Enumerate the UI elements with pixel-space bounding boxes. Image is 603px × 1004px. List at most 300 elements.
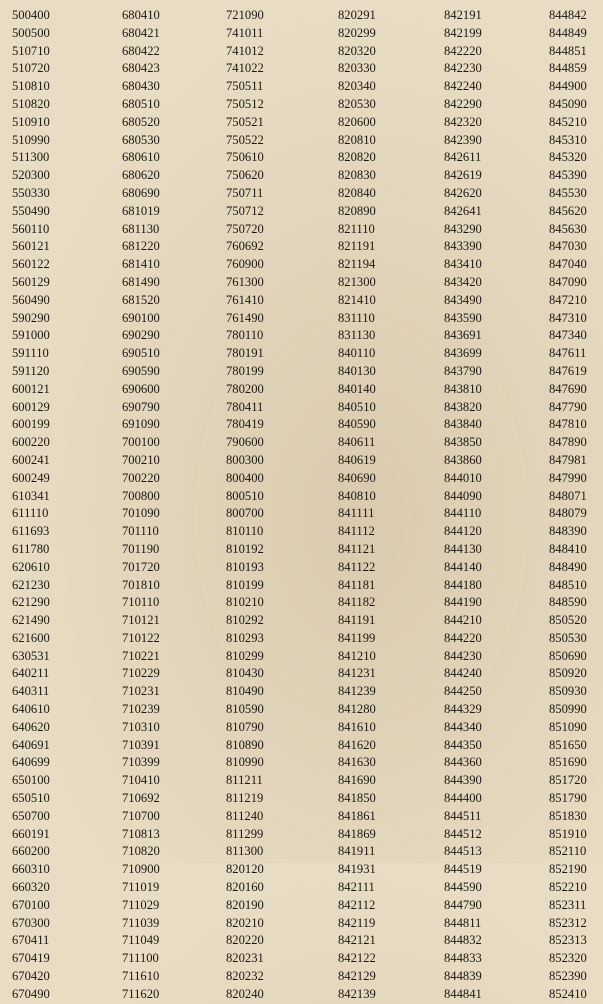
code-entry: 711019 bbox=[122, 880, 160, 895]
code-entry: 831110 bbox=[338, 310, 375, 325]
code-entry: 650700 bbox=[12, 808, 50, 823]
code-entry: 820820 bbox=[338, 150, 376, 165]
code-entry: 842199 bbox=[444, 25, 482, 40]
code-entry: 510720 bbox=[12, 61, 50, 76]
code-entry: 560121 bbox=[12, 239, 50, 254]
code-entry: 844851 bbox=[549, 43, 587, 58]
code-entry: 842119 bbox=[338, 915, 376, 930]
code-entry: 710229 bbox=[122, 666, 160, 681]
code-entry: 810790 bbox=[226, 719, 264, 734]
code-entry: 840590 bbox=[338, 417, 376, 432]
code-entry: 847090 bbox=[549, 274, 587, 289]
code-entry: 820160 bbox=[226, 880, 264, 895]
code-entry: 844390 bbox=[444, 773, 482, 788]
code-entry: 680421 bbox=[122, 25, 160, 40]
code-entry: 843691 bbox=[444, 328, 482, 343]
code-entry: 851650 bbox=[549, 737, 587, 752]
code-entry: 842112 bbox=[338, 897, 376, 912]
code-entry: 621600 bbox=[12, 630, 50, 645]
code-entry: 844832 bbox=[444, 933, 482, 948]
code-entry: 810590 bbox=[226, 702, 264, 717]
code-entry: 844180 bbox=[444, 577, 482, 592]
code-entry: 843590 bbox=[444, 310, 482, 325]
code-entry: 711620 bbox=[122, 986, 160, 1001]
code-entry: 820190 bbox=[226, 897, 264, 912]
code-entry: 681130 bbox=[122, 221, 160, 236]
code-entry: 844329 bbox=[444, 702, 482, 717]
code-entry: 681019 bbox=[122, 203, 160, 218]
code-entry: 844230 bbox=[444, 648, 482, 663]
code-entry: 810193 bbox=[226, 559, 264, 574]
code-entry: 680690 bbox=[122, 185, 160, 200]
code-entry: 847990 bbox=[549, 470, 587, 485]
code-entry: 710110 bbox=[122, 595, 160, 610]
code-entry: 844110 bbox=[444, 506, 482, 521]
code-entry: 843490 bbox=[444, 292, 482, 307]
code-entry: 750712 bbox=[226, 203, 264, 218]
code-entry: 810490 bbox=[226, 684, 264, 699]
code-entry: 600199 bbox=[12, 417, 50, 432]
code-entry: 842121 bbox=[338, 933, 376, 948]
code-entry: 841620 bbox=[338, 737, 376, 752]
code-entry: 820530 bbox=[338, 96, 376, 111]
code-entry: 741011 bbox=[226, 25, 264, 40]
code-entry: 820890 bbox=[338, 203, 376, 218]
code-entry: 780191 bbox=[226, 346, 264, 361]
code-entry: 847340 bbox=[549, 328, 587, 343]
code-entry: 760692 bbox=[226, 239, 264, 254]
code-entry: 847790 bbox=[549, 399, 587, 414]
code-entry: 611693 bbox=[12, 524, 50, 539]
code-entry: 841239 bbox=[338, 684, 376, 699]
code-entry: 680510 bbox=[122, 96, 160, 111]
code-entry: 600249 bbox=[12, 470, 50, 485]
code-entry: 844512 bbox=[444, 826, 482, 841]
code-entry: 841181 bbox=[338, 577, 376, 592]
code-entry: 690790 bbox=[122, 399, 160, 414]
code-entry: 710121 bbox=[122, 613, 160, 628]
code-entry: 560129 bbox=[12, 274, 50, 289]
code-entry: 844190 bbox=[444, 595, 482, 610]
code-entry: 852390 bbox=[549, 969, 587, 984]
code-entry: 820810 bbox=[338, 132, 376, 147]
code-entry: 852313 bbox=[549, 933, 587, 948]
code-entry: 847981 bbox=[549, 452, 587, 467]
code-entry: 844120 bbox=[444, 524, 482, 539]
code-entry: 690290 bbox=[122, 328, 160, 343]
code-entry: 710221 bbox=[122, 648, 160, 663]
code-entry: 821194 bbox=[338, 257, 376, 272]
code-entry: 842620 bbox=[444, 185, 482, 200]
code-entry: 842230 bbox=[444, 61, 482, 76]
code-entry: 847611 bbox=[549, 346, 587, 361]
code-entry: 847810 bbox=[549, 417, 587, 432]
code-entry: 620610 bbox=[12, 559, 50, 574]
code-entry: 811219 bbox=[226, 791, 264, 806]
code-entry: 843699 bbox=[444, 346, 482, 361]
code-entry: 670490 bbox=[12, 986, 50, 1001]
code-entry: 800510 bbox=[226, 488, 264, 503]
code-entry: 701110 bbox=[122, 524, 159, 539]
code-entry: 780199 bbox=[226, 363, 264, 378]
code-entry: 840140 bbox=[338, 381, 376, 396]
code-entry: 842122 bbox=[338, 951, 376, 966]
code-entry: 691090 bbox=[122, 417, 160, 432]
code-entry: 845310 bbox=[549, 132, 587, 147]
code-entry: 841610 bbox=[338, 719, 376, 734]
code-entry: 690600 bbox=[122, 381, 160, 396]
code-entry: 843290 bbox=[444, 221, 482, 236]
code-entry: 844811 bbox=[444, 915, 482, 930]
code-entry: 841869 bbox=[338, 826, 376, 841]
code-entry: 510820 bbox=[12, 96, 50, 111]
code-entry: 844841 bbox=[444, 986, 482, 1001]
code-entry: 520300 bbox=[12, 168, 50, 183]
code-entry: 511300 bbox=[12, 150, 50, 165]
code-entry: 851090 bbox=[549, 719, 587, 734]
code-entry: 820291 bbox=[338, 8, 376, 22]
code-entry: 800300 bbox=[226, 452, 264, 467]
code-entry: 670411 bbox=[12, 933, 50, 948]
code-entry: 610341 bbox=[12, 488, 50, 503]
code-entry: 842619 bbox=[444, 168, 482, 183]
code-entry: 844090 bbox=[444, 488, 482, 503]
code-entry: 811211 bbox=[226, 773, 263, 788]
code-entry: 710813 bbox=[122, 826, 160, 841]
code-entry: 821110 bbox=[338, 221, 375, 236]
code-entry: 820830 bbox=[338, 168, 376, 183]
code-entry: 842390 bbox=[444, 132, 482, 147]
code-entry: 681490 bbox=[122, 274, 160, 289]
code-entry: 640610 bbox=[12, 702, 50, 717]
code-entry: 711039 bbox=[122, 915, 160, 930]
code-entry: 841122 bbox=[338, 559, 376, 574]
code-entry: 841931 bbox=[338, 862, 376, 877]
code-entry: 843860 bbox=[444, 452, 482, 467]
code-entry: 845530 bbox=[549, 185, 587, 200]
code-entry: 510910 bbox=[12, 114, 50, 129]
code-entry: 820840 bbox=[338, 185, 376, 200]
code-entry: 750522 bbox=[226, 132, 264, 147]
code-entry: 750511 bbox=[226, 79, 264, 94]
code-entry: 681520 bbox=[122, 292, 160, 307]
code-entry: 844790 bbox=[444, 897, 482, 912]
code-entry: 750620 bbox=[226, 168, 264, 183]
code-entry: 840690 bbox=[338, 470, 376, 485]
code-entry: 841112 bbox=[338, 524, 375, 539]
code-entry: 842240 bbox=[444, 79, 482, 94]
code-entry: 844590 bbox=[444, 880, 482, 895]
code-entry: 710239 bbox=[122, 702, 160, 717]
code-entry: 845630 bbox=[549, 221, 587, 236]
code-entry: 710900 bbox=[122, 862, 160, 877]
code-entry: 710310 bbox=[122, 719, 160, 734]
code-entry: 550330 bbox=[12, 185, 50, 200]
code-entry: 810990 bbox=[226, 755, 264, 770]
code-entry: 840611 bbox=[338, 435, 376, 450]
code-entry: 600129 bbox=[12, 399, 50, 414]
code-entry: 510710 bbox=[12, 43, 50, 58]
code-entry: 710391 bbox=[122, 737, 160, 752]
code-entry: 710399 bbox=[122, 755, 160, 770]
code-entry: 845320 bbox=[549, 150, 587, 165]
code-entry: 701090 bbox=[122, 506, 160, 521]
code-entry: 844519 bbox=[444, 862, 482, 877]
code-entry: 852410 bbox=[549, 986, 587, 1001]
code-entry: 560110 bbox=[12, 221, 50, 236]
code-entry: 680423 bbox=[122, 61, 160, 76]
code-entry: 810890 bbox=[226, 737, 264, 752]
code-entry: 851910 bbox=[549, 826, 587, 841]
code-entry: 681220 bbox=[122, 239, 160, 254]
code-entry: 600241 bbox=[12, 452, 50, 467]
code-entry: 680410 bbox=[122, 8, 160, 22]
code-entry: 848410 bbox=[549, 541, 587, 556]
code-entry: 750720 bbox=[226, 221, 264, 236]
code-entry: 810192 bbox=[226, 541, 264, 556]
code-entry: 843410 bbox=[444, 257, 482, 272]
code-entry: 821410 bbox=[338, 292, 376, 307]
code-entry: 510990 bbox=[12, 132, 50, 147]
code-entry: 851720 bbox=[549, 773, 587, 788]
code-entry: 621290 bbox=[12, 595, 50, 610]
code-entry: 848079 bbox=[549, 506, 587, 521]
code-entry: 848071 bbox=[549, 488, 587, 503]
code-entry: 721090 bbox=[226, 8, 264, 22]
code-entry: 848490 bbox=[549, 559, 587, 574]
code-entry: 842220 bbox=[444, 43, 482, 58]
code-entry: 843420 bbox=[444, 274, 482, 289]
code-entry: 780200 bbox=[226, 381, 264, 396]
code-entry: 844849 bbox=[549, 25, 587, 40]
code-entry: 841690 bbox=[338, 773, 376, 788]
code-entry: 640311 bbox=[12, 684, 50, 699]
code-entry: 844350 bbox=[444, 737, 482, 752]
code-entry: 841121 bbox=[338, 541, 376, 556]
code-entry: 700210 bbox=[122, 452, 160, 467]
code-entry: 810430 bbox=[226, 666, 264, 681]
code-entry: 811240 bbox=[226, 808, 264, 823]
code-entry: 670100 bbox=[12, 897, 50, 912]
code-entry: 841911 bbox=[338, 844, 376, 859]
code-column-2 bbox=[122, 7, 160, 1004]
code-entry: 700220 bbox=[122, 470, 160, 485]
code-entry: 844240 bbox=[444, 666, 482, 681]
code-entry: 810210 bbox=[226, 595, 264, 610]
code-entry: 844839 bbox=[444, 969, 482, 984]
code-entry: 810292 bbox=[226, 613, 264, 628]
code-entry: 850530 bbox=[549, 630, 587, 645]
code-entry: 680430 bbox=[122, 79, 160, 94]
code-entry: 680620 bbox=[122, 168, 160, 183]
code-entry: 844360 bbox=[444, 755, 482, 770]
code-entry: 840619 bbox=[338, 452, 376, 467]
code-entry: 841199 bbox=[338, 630, 376, 645]
code-entry: 621230 bbox=[12, 577, 50, 592]
code-entry: 842191 bbox=[444, 8, 482, 22]
code-entry: 710692 bbox=[122, 791, 160, 806]
code-entry: 670300 bbox=[12, 915, 50, 930]
code-entry: 850990 bbox=[549, 702, 587, 717]
code-entry: 841111 bbox=[338, 506, 375, 521]
code-entry: 640211 bbox=[12, 666, 50, 681]
code-entry: 850930 bbox=[549, 684, 587, 699]
code-entry: 810299 bbox=[226, 648, 264, 663]
code-entry: 820240 bbox=[226, 986, 264, 1001]
code-entry: 841191 bbox=[338, 613, 376, 628]
code-entry: 820340 bbox=[338, 79, 376, 94]
code-entry: 650510 bbox=[12, 791, 50, 806]
code-entry: 510810 bbox=[12, 79, 50, 94]
code-entry: 844140 bbox=[444, 559, 482, 574]
code-entry: 710700 bbox=[122, 808, 160, 823]
code-entry: 851790 bbox=[549, 791, 587, 806]
code-entry: 842641 bbox=[444, 203, 482, 218]
code-entry: 711100 bbox=[122, 951, 159, 966]
code-entry: 844210 bbox=[444, 613, 482, 628]
code-entry: 851690 bbox=[549, 755, 587, 770]
code-column-4 bbox=[338, 7, 376, 1004]
code-entry: 741012 bbox=[226, 43, 264, 58]
code-entry: 640691 bbox=[12, 737, 50, 752]
code-entry: 845390 bbox=[549, 168, 587, 183]
code-entry: 700800 bbox=[122, 488, 160, 503]
code-entry: 750711 bbox=[226, 185, 264, 200]
code-entry: 844511 bbox=[444, 808, 482, 823]
code-entry: 750521 bbox=[226, 114, 264, 129]
code-entry: 630531 bbox=[12, 648, 50, 663]
code-entry: 690510 bbox=[122, 346, 160, 361]
code-entry: 810293 bbox=[226, 630, 264, 645]
code-column-1 bbox=[12, 7, 50, 1004]
code-entry: 820299 bbox=[338, 25, 376, 40]
code-entry: 820330 bbox=[338, 61, 376, 76]
code-entry: 800400 bbox=[226, 470, 264, 485]
code-entry: 843390 bbox=[444, 239, 482, 254]
code-entry: 844859 bbox=[549, 61, 587, 76]
code-entry: 590290 bbox=[12, 310, 50, 325]
code-entry: 560490 bbox=[12, 292, 50, 307]
code-entry: 844833 bbox=[444, 951, 482, 966]
code-entry: 660200 bbox=[12, 844, 50, 859]
code-entry: 844900 bbox=[549, 79, 587, 94]
code-entry: 500400 bbox=[12, 8, 50, 22]
code-entry: 700100 bbox=[122, 435, 160, 450]
code-entry: 852210 bbox=[549, 880, 587, 895]
code-entry: 831130 bbox=[338, 328, 376, 343]
code-entry: 844010 bbox=[444, 470, 482, 485]
code-entry: 844842 bbox=[549, 8, 587, 22]
code-entry: 710122 bbox=[122, 630, 160, 645]
code-entry: 821300 bbox=[338, 274, 376, 289]
code-entry: 847030 bbox=[549, 239, 587, 254]
code-entry: 847890 bbox=[549, 435, 587, 450]
code-entry: 851830 bbox=[549, 808, 587, 823]
code-entry: 591120 bbox=[12, 363, 50, 378]
code-entry: 841280 bbox=[338, 702, 376, 717]
code-entry: 847040 bbox=[549, 257, 587, 272]
code-entry: 710820 bbox=[122, 844, 160, 859]
code-entry: 780419 bbox=[226, 417, 264, 432]
code-entry: 844340 bbox=[444, 719, 482, 734]
code-entry: 848390 bbox=[549, 524, 587, 539]
code-entry: 820232 bbox=[226, 969, 264, 984]
code-entry: 741022 bbox=[226, 61, 264, 76]
code-entry: 852320 bbox=[549, 951, 587, 966]
code-entry: 842290 bbox=[444, 96, 482, 111]
code-entry: 640620 bbox=[12, 719, 50, 734]
code-entry: 780110 bbox=[226, 328, 264, 343]
code-entry: 820120 bbox=[226, 862, 264, 877]
code-entry: 852312 bbox=[549, 915, 587, 930]
code-entry: 848510 bbox=[549, 577, 587, 592]
code-entry: 845620 bbox=[549, 203, 587, 218]
code-entry: 701810 bbox=[122, 577, 160, 592]
code-entry: 800700 bbox=[226, 506, 264, 521]
code-entry: 821191 bbox=[338, 239, 376, 254]
code-entry: 611780 bbox=[12, 541, 50, 556]
code-entry: 750610 bbox=[226, 150, 264, 165]
code-entry: 560122 bbox=[12, 257, 50, 272]
code-entry: 811300 bbox=[226, 844, 264, 859]
code-entry: 841861 bbox=[338, 808, 376, 823]
code-entry: 842129 bbox=[338, 969, 376, 984]
code-entry: 660320 bbox=[12, 880, 50, 895]
code-entry: 852190 bbox=[549, 862, 587, 877]
code-entry: 850690 bbox=[549, 648, 587, 663]
code-entry: 611110 bbox=[12, 506, 49, 521]
code-entry: 650100 bbox=[12, 773, 50, 788]
code-entry: 810199 bbox=[226, 577, 264, 592]
code-entry: 690100 bbox=[122, 310, 160, 325]
code-entry: 842139 bbox=[338, 986, 376, 1001]
code-entry: 850920 bbox=[549, 666, 587, 681]
code-entry: 841231 bbox=[338, 666, 376, 681]
code-entry: 600220 bbox=[12, 435, 50, 450]
code-entry: 710231 bbox=[122, 684, 160, 699]
code-entry: 680520 bbox=[122, 114, 160, 129]
code-entry: 701720 bbox=[122, 559, 160, 574]
code-entry: 820600 bbox=[338, 114, 376, 129]
code-entry: 842611 bbox=[444, 150, 482, 165]
code-entry: 550490 bbox=[12, 203, 50, 218]
code-entry: 680530 bbox=[122, 132, 160, 147]
code-entry: 841182 bbox=[338, 595, 376, 610]
code-entry: 680610 bbox=[122, 150, 160, 165]
code-entry: 848590 bbox=[549, 595, 587, 610]
code-column-5 bbox=[444, 7, 482, 1004]
code-entry: 842111 bbox=[338, 880, 375, 895]
code-entry: 843820 bbox=[444, 399, 482, 414]
code-entry: 841210 bbox=[338, 648, 376, 663]
code-entry: 843810 bbox=[444, 381, 482, 396]
code-entry: 841630 bbox=[338, 755, 376, 770]
code-entry: 841850 bbox=[338, 791, 376, 806]
code-entry: 844220 bbox=[444, 630, 482, 645]
code-entry: 845090 bbox=[549, 96, 587, 111]
code-entry: 820220 bbox=[226, 933, 264, 948]
code-entry: 660191 bbox=[12, 826, 50, 841]
code-entry: 844250 bbox=[444, 684, 482, 699]
code-entry: 840510 bbox=[338, 399, 376, 414]
code-entry: 760900 bbox=[226, 257, 264, 272]
code-entry: 850520 bbox=[549, 613, 587, 628]
code-entry: 790600 bbox=[226, 435, 264, 450]
code-entry: 600121 bbox=[12, 381, 50, 396]
code-entry: 820320 bbox=[338, 43, 376, 58]
code-entry: 842320 bbox=[444, 114, 482, 129]
code-entry: 845210 bbox=[549, 114, 587, 129]
